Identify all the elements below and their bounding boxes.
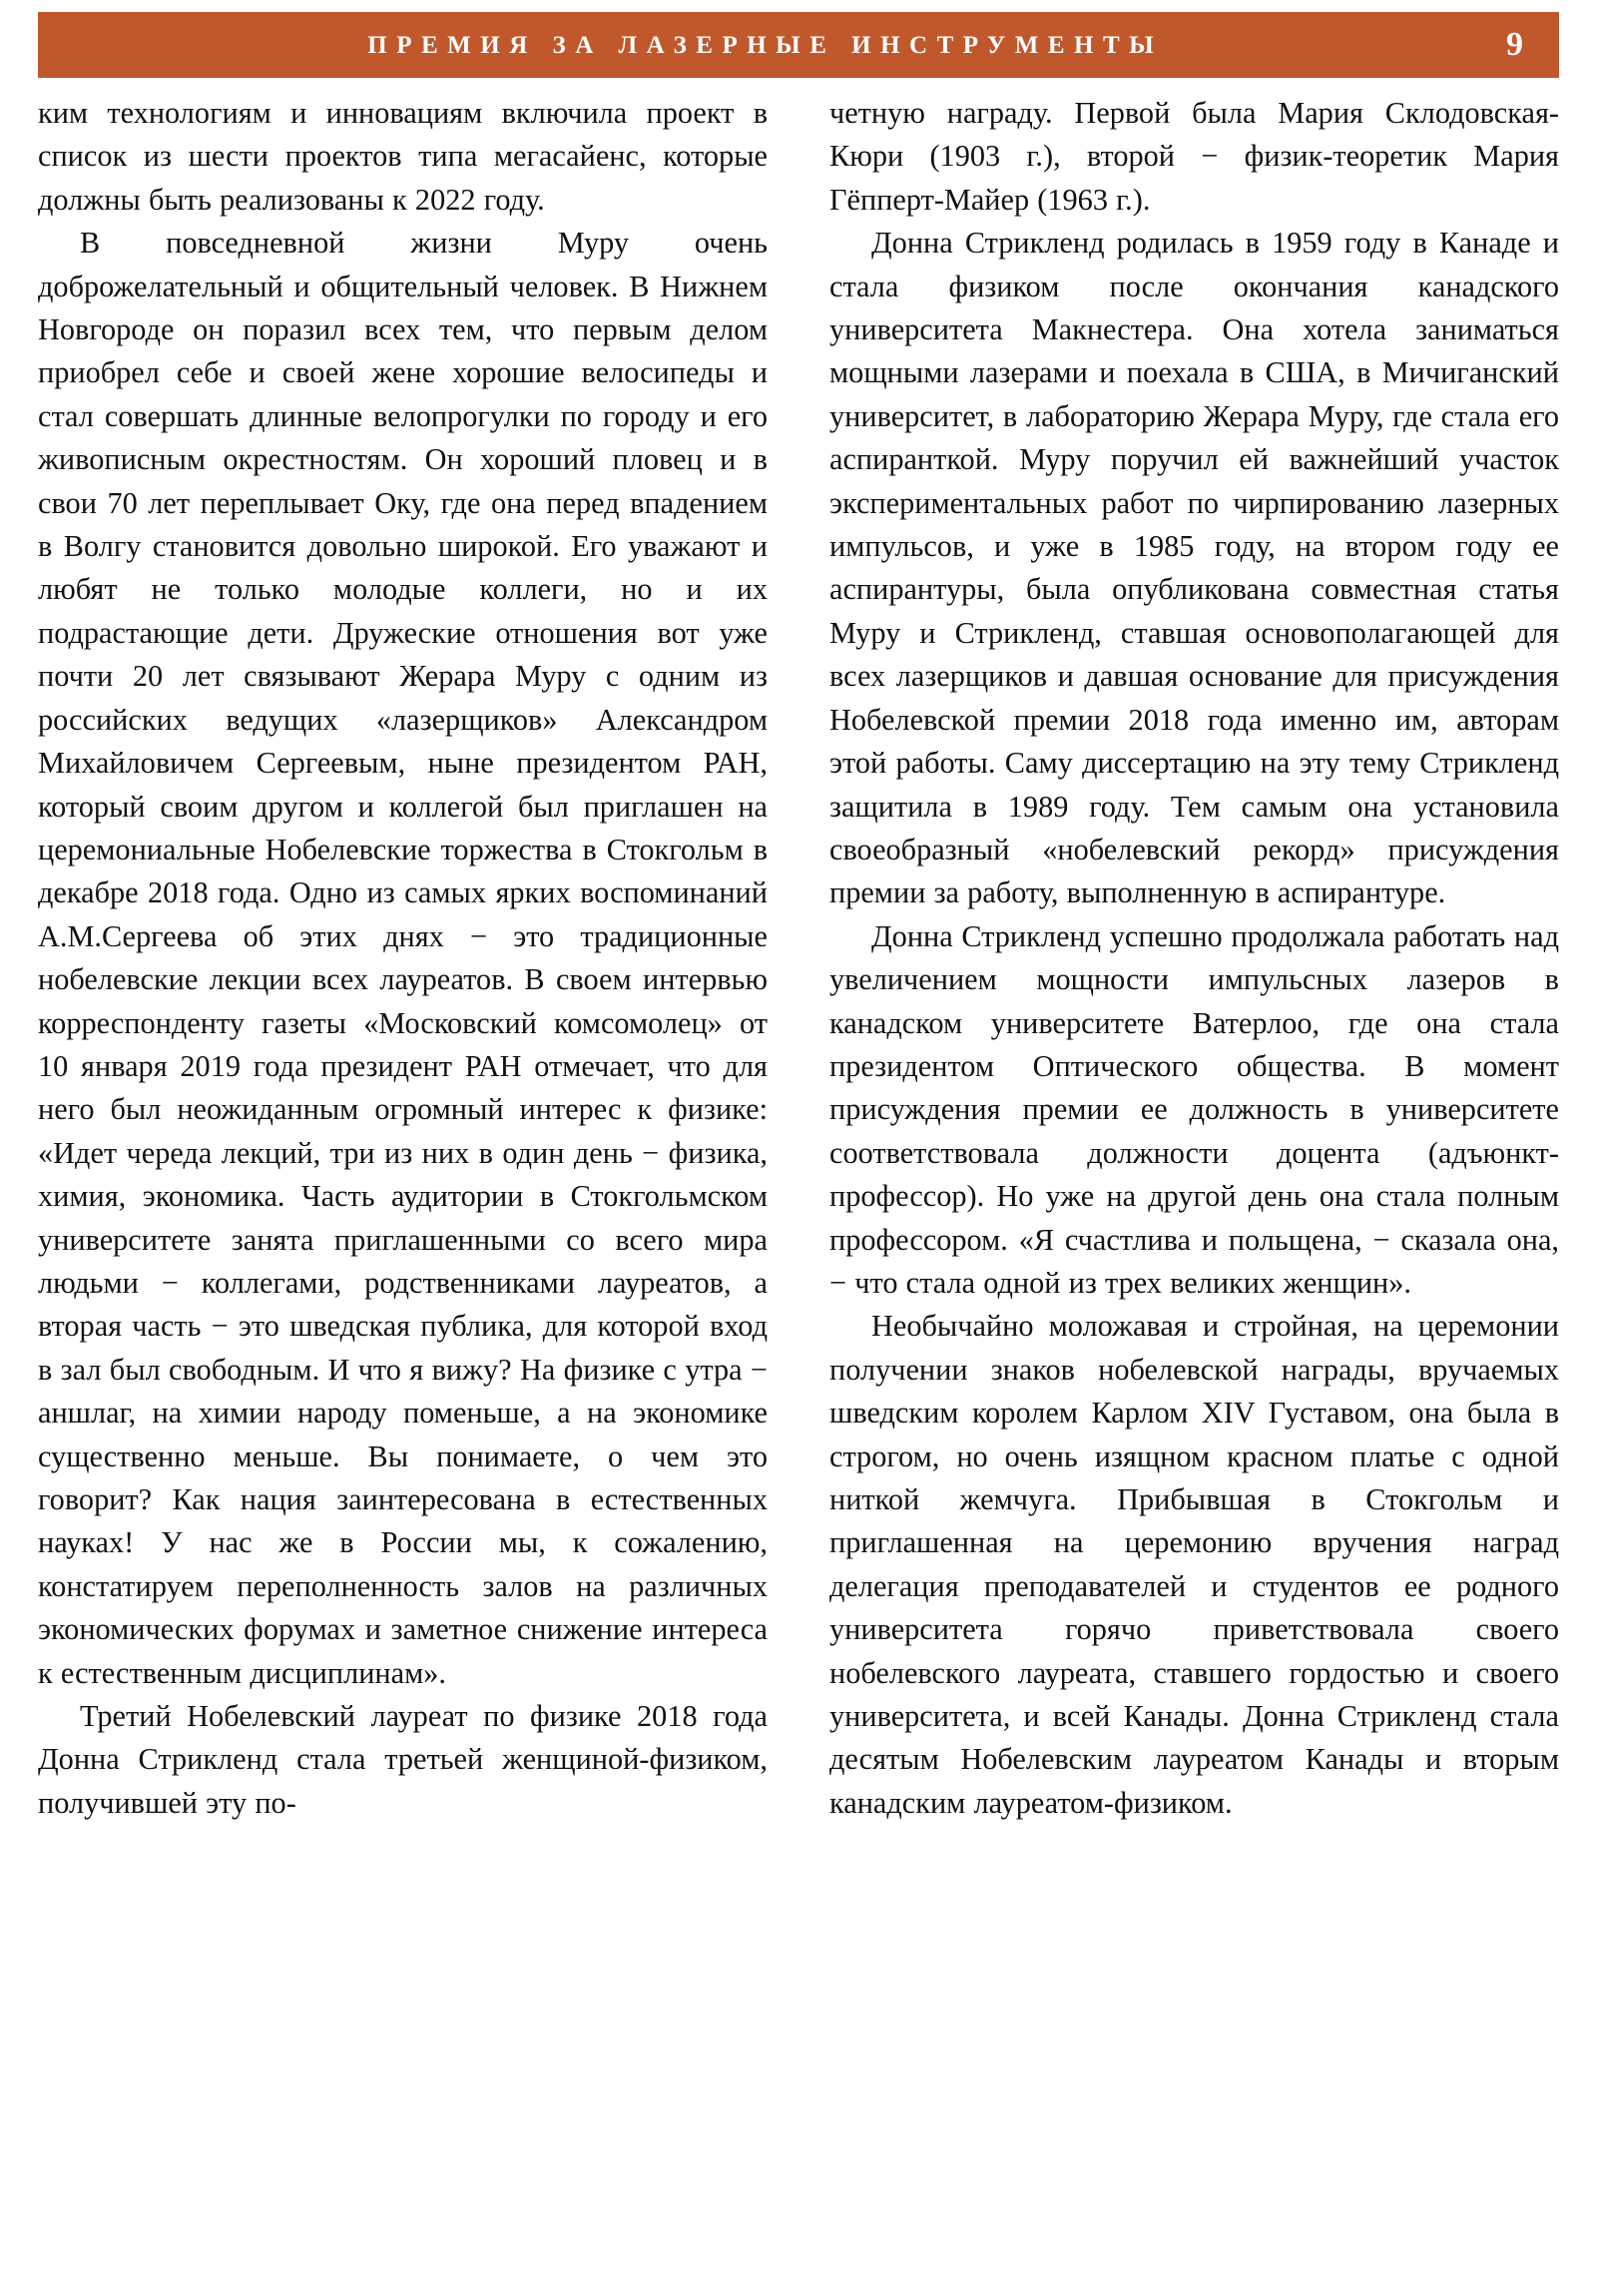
paragraph-continuation: ким технологиям и инновациям включила проект в список из шести проектов типа мегасайенс, которые должны быть реализованы к 2022 году. xyxy=(38,96,768,217)
page-number: 9 xyxy=(1506,26,1523,63)
left-column xyxy=(38,92,768,1825)
page-header-banner xyxy=(38,12,1559,78)
paragraph-continuation: четную награду. Первой была Мария Склодовская-Кюри (1903 г.), второй − физик-теоретик Мария Гёпперт-Майер (1963 г.). xyxy=(829,96,1559,217)
page-header-title: ПРЕМИЯ ЗА ЛАЗЕРНЫЕ ИНСТРУМЕНТЫ xyxy=(367,31,1164,59)
paragraph: Донна Стрикленд родилась в 1959 году в Канаде и стала физиком после окончания канадского университета Макнестера. Она хотела заниматься мощными лазерами и поехала в США, в Мичиганский университет, в лабораторию Жерара Муру, где стала его аспиранткой. Муру поручил ей важнейший участок экспериментальных работ по чирпированию лазерных импульсов, и уже в 1985 году, на втором году ее аспирантуры, была опубликована совместная статья Муру и Стрикленд, ставшая основополагающей для всех лазерщиков и давшая основание для присуждения Нобелевской премии 2018 года именно им, авторам этой работы. Саму диссертацию на эту тему Стрикленд защитила в 1989 году. Тем самым она установила своеобразный «нобелевский рекорд» присуждения премии за работу, выполненную в аспирантуре. xyxy=(829,226,1559,910)
right-column xyxy=(829,92,1559,1825)
paragraph-carryover: Третий Нобелевский лауреат по физике 2018 года Донна Стрикленд стала третьей женщиной-физиком, получившей эту по- xyxy=(38,1699,768,1820)
paragraph: В повседневной жизни Муру очень доброжелательный и общительный человек. В Нижнем Новгороде он поразил всех тем, что первым делом приобрел себе и своей жене хорошие велосипеды и стал совершать длинные велопрогулки по городу и его живописным окрестностям. Он хороший пловец и в свои 70 лет переплывает Оку, где она перед впадением в Волгу становится довольно широкой. Его уважают и любят не только молодые коллеги, но и их подрастающие дети. Дружеские отношения вот уже почти 20 лет связывают Жерара Муру с одним из российских ведущих «лазерщиков» Александром Михайловичем Сергеевым, ныне президентом РАН, который своим другом и коллегой был приглашен на церемониальные Нобелевские торжества в Стокгольм в декабре 2018 года. Одно из самых ярких воспоминаний А.М.Сергеева об этих днях − это традиционные нобелевские лекции всех лауреатов. В своем интервью корреспонденту газеты «Московский комсомолец» от 10 января 2019 года президент РАН отмечает, что для него был неожиданным огромный интерес к физике: «Идет череда лекций, три из них в один день − физика, химия, экономика. Часть аудитории в Стокгольмском университете занята приглашенными со всего мира людьми − коллегами, родственниками лауреатов, а вторая часть − это шведская публика, для которой вход в зал был свободным. И что я вижу? На физике с утра − аншлаг, на химии народу поменьше, а на экономике существенно меньше. Вы понимаете, о чем это говорит? Как нация заинтересована в естественных науках! У нас же в России мы, к сожалению, констатируем переполненность залов на различных экономических форумах и заметное снижение интереса к естественным дисциплинам». xyxy=(38,226,768,1690)
paragraph: Необычайно моложавая и стройная, на церемонии получении знаков нобелевской награды, вручаемых шведским королем Карлом XIV Густавом, она была в строгом, но очень изящном красном платье с одной ниткой жемчуга. Прибывшая в Стокгольм и приглашенная на церемонию вручения наград делегация преподавателей и студентов ее родного университета горячо приветствовала своего нобелевского лауреата, ставшего гордостью и своего университета, и всей Канады. Донна Стрикленд стала десятым Нобелевским лауреатом Канады и вторым канадским лауреатом-физиком. xyxy=(829,1309,1559,1820)
paragraph: Донна Стрикленд успешно продолжала работать над увеличением мощности импульсных лазеров в канадском университете Ватерлоо, где она стала президентом Оптического общества. В момент присуждения премии ее должность в университете соответствовала должности доцента (адъюнкт-профессор). Но уже на другой день она стала полным профессором. «Я счастлива и польщена, − сказала она, − что стала одной из трех великих женщин». xyxy=(829,918,1559,1300)
article-body xyxy=(38,92,1559,2278)
